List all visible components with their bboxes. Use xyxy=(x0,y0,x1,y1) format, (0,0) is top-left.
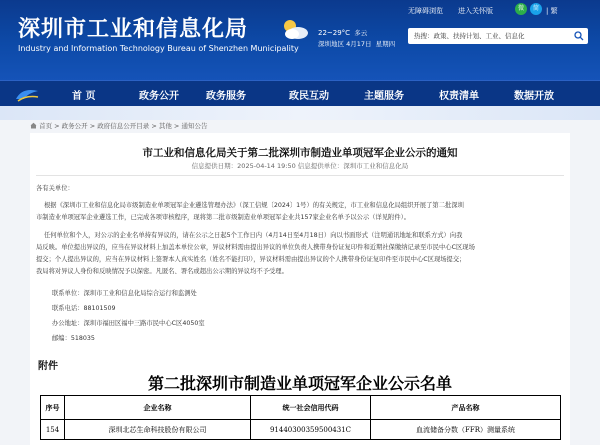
para1-line1: 根据《深圳市工业和信息化局市级制造业单项冠军企业遴选管理办法》（深工信规〔2024〕1号）的有关规定，市工业和信息化局组织开展了第二批深圳 xyxy=(44,202,464,209)
wechat-icon[interactable]: 微 xyxy=(515,3,527,15)
contact-address: 办公地址：深圳市福田区福中三路市民中心C区4050室 xyxy=(52,320,205,327)
breadcrumb: 首页 > 政务公开 > 政府信息公开目录 > 其他 > 通知公告 xyxy=(30,121,207,130)
header-cell-product: 产品名称 xyxy=(371,396,561,420)
weather-condition: 多云 xyxy=(354,29,368,37)
cell-credit-code: 91440300359500431C xyxy=(251,420,371,440)
contact-unit: 联系单位：深圳市工业和信息化局综合运行和监测处 xyxy=(52,290,197,297)
nav-item-open-data[interactable]: 数据开放 xyxy=(514,91,554,102)
breadcrumb-notices[interactable]: 通知公告 xyxy=(181,122,208,130)
list-title: 第二批深圳市制造业单项冠军企业公示名单 xyxy=(147,374,452,393)
home-icon xyxy=(30,122,37,129)
header-cell-index: 序号 xyxy=(41,396,65,420)
search-input[interactable] xyxy=(408,28,588,44)
para2-line4: 我局将对异议人身份和反映情况予以保密。凡匿名、署名或超出公示期的异议均不予受理。 xyxy=(36,268,288,275)
table-header-row xyxy=(41,396,561,420)
nav-item-interaction[interactable]: 政民互动 xyxy=(289,91,329,102)
salutation: 各有关单位： xyxy=(36,185,74,192)
weather-weekday: 星期四 xyxy=(375,40,396,48)
banner-strip xyxy=(0,106,600,120)
cloudy-weather-icon xyxy=(280,16,310,42)
nav-item-home[interactable]: 首 页 xyxy=(72,91,96,102)
para2-line2: 局反映。单位提出异议的，应当在异议材料上加盖本单位公章，异议材料需由提出异议的单位负责人携带身份证复印件和近期社保缴纳记录至市民中心C区现场 xyxy=(36,244,475,251)
para2-line1: 任何单位和个人，对公示的企业名单持有异议的，请在公示之日起5个工作日内（4月14日至4月18日）向以书面形式（注明通讯地址和联系方式）向我 xyxy=(44,232,463,239)
site-subtitle: Industry and Information Technology Bureau of Shenzhen Municipality xyxy=(18,44,299,53)
search-placeholder: 热搜：政策、扶持计划、工业、信息化 xyxy=(414,32,525,40)
search-icon[interactable] xyxy=(574,31,584,41)
header-cell-company: 企业名称 xyxy=(65,396,251,420)
breadcrumb-home[interactable]: 首页 xyxy=(39,122,53,130)
weather-date: 深圳地区 4月17日 xyxy=(318,40,372,48)
site-header xyxy=(0,0,600,80)
main-nav xyxy=(0,80,600,106)
article-divider xyxy=(36,175,564,176)
winners-table xyxy=(40,395,561,440)
para1-line2: 市制造业单项冠军企业遴选工作，已完成各项审核程序，现将第二批市级制造业单项冠军企业共157家企业名单予以公示（详见附件）。 xyxy=(36,214,411,221)
weather-temp: 22~29°C xyxy=(318,29,351,37)
cell-index: 154 xyxy=(41,420,65,440)
traditional-chinese-link[interactable]: | 繁 xyxy=(546,7,558,15)
site-title[interactable]: 深圳市工业和信息化局 xyxy=(18,17,249,42)
gov-logo-icon xyxy=(14,85,40,103)
breadcrumb-gov-affairs[interactable]: 政务公开 xyxy=(61,122,88,130)
article-meta: 信息提供日期：2025-04-14 19:50 信息提供单位：深圳市工业和信息化局 xyxy=(191,162,409,170)
cell-product: 血流储备分数（FFR）测量系统 xyxy=(371,420,561,440)
nav-item-gov-affairs[interactable]: 政务公开 xyxy=(139,91,179,102)
breadcrumb-catalog[interactable]: 政府信息公开目录 xyxy=(97,122,150,130)
contact-postcode: 邮编：518035 xyxy=(52,335,95,342)
care-mode-link[interactable]: 进入关怀版 xyxy=(458,7,493,15)
nav-item-gov-services[interactable]: 政务服务 xyxy=(206,91,246,102)
traditional-label: 繁 xyxy=(550,7,558,15)
barrier-free-link[interactable]: 无障碍浏览 xyxy=(408,7,443,15)
table-row xyxy=(41,420,561,440)
cell-company: 深圳北芯生命科技股份有限公司 xyxy=(65,420,251,440)
simplified-chinese-button[interactable]: 简 xyxy=(530,3,542,15)
contact-phone: 联系电话：88101509 xyxy=(52,305,116,312)
breadcrumb-other[interactable]: 其他 xyxy=(158,122,172,130)
article-title: 市工业和信息化局关于第二批深圳市制造业单项冠军企业公示的通知 xyxy=(142,147,458,159)
weather-info xyxy=(318,28,395,50)
header-cell-credit-code: 统一社会信用代码 xyxy=(251,396,371,420)
para2-line3: 提交；个人提出异议的，应当在异议材料上签署本人真实姓名（姓名不能打印），异议材料需由提出异议的个人携带身份证复印件至市民中心C区现场提交； xyxy=(36,256,466,263)
article-card xyxy=(30,133,570,445)
annex-label: 附件 xyxy=(38,361,58,372)
nav-item-topics[interactable]: 主题服务 xyxy=(364,91,404,102)
nav-item-responsibility[interactable]: 权责清单 xyxy=(439,91,479,102)
